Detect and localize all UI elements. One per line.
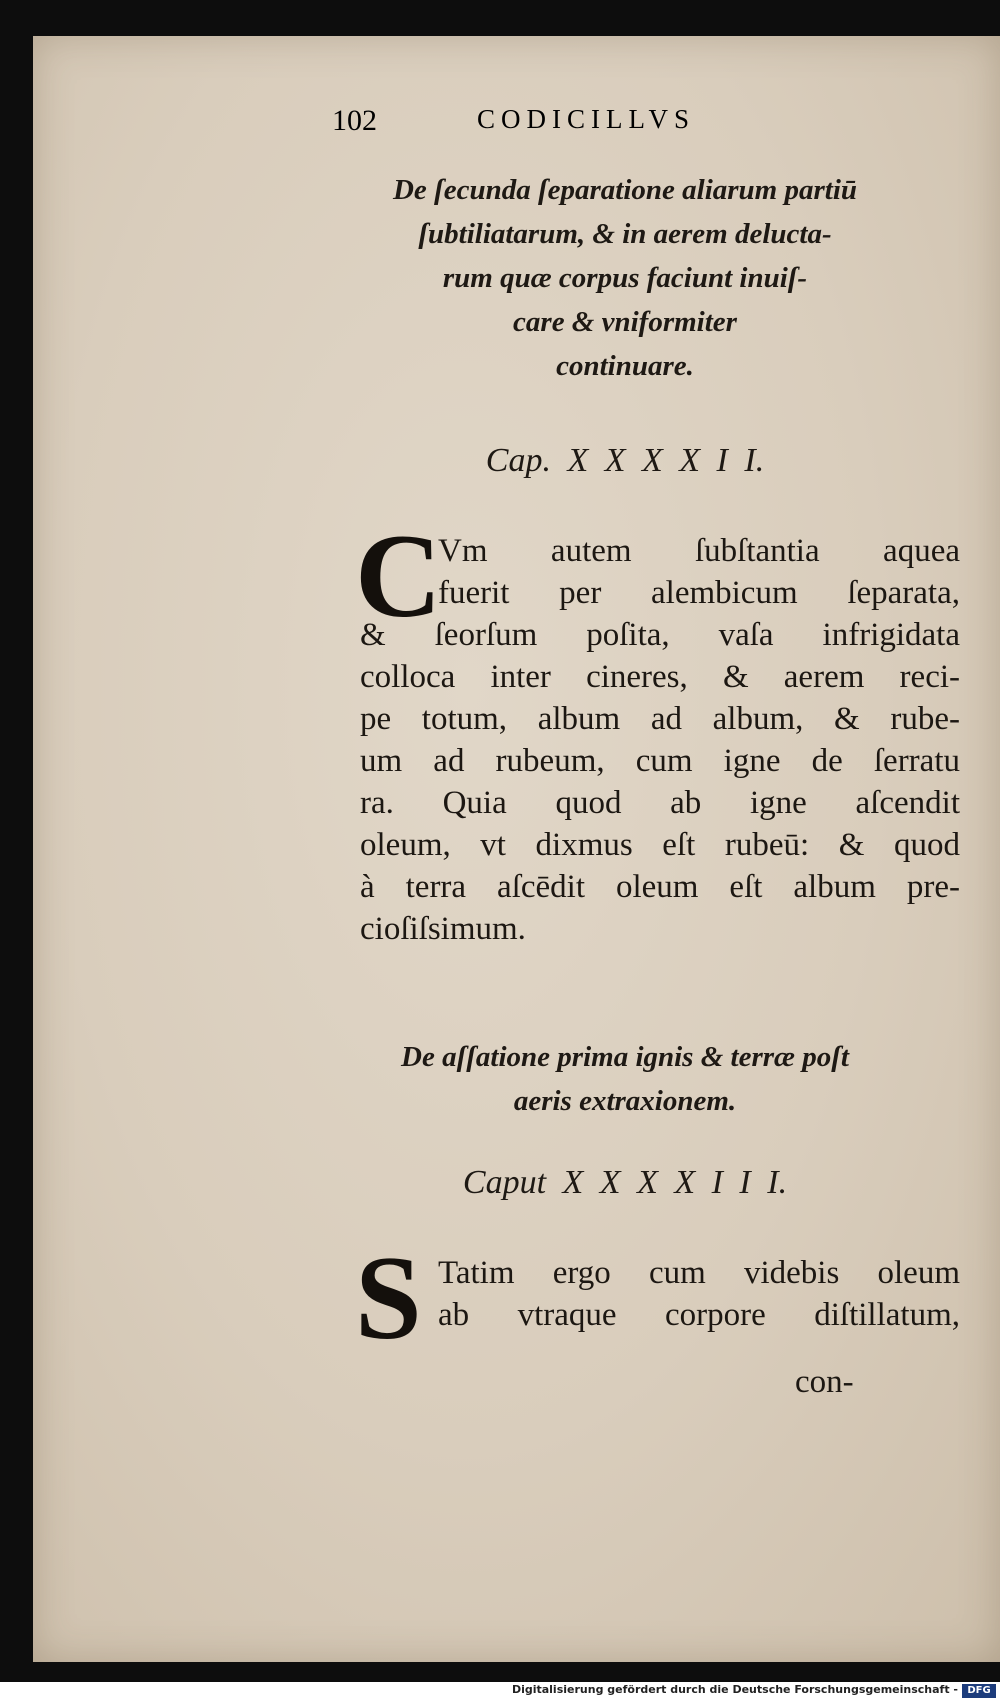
text-line: ra. Quia quod ab igne aſcendit [360, 785, 960, 821]
drop-cap-initial: S [355, 1231, 422, 1364]
chapter-number: Caput X X X X I I I. [462, 1164, 788, 1201]
page-number: 102 [332, 104, 377, 137]
heading-line: De aſſatione prima ignis & terræ poſt [401, 1041, 849, 1073]
funding-note: Digitalisierung gefördert durch die Deutsche Forschungsgemeinschaft - [511, 1683, 958, 1696]
text-line: & ſeorſum poſita, vaſa infrigidata [360, 617, 960, 653]
text-line: fuerit per alembicum ſeparata, [438, 575, 960, 611]
text-line: à terra aſcēdit oleum eſt album pre- [360, 869, 960, 905]
heading-line: rum quæ corpus faciunt inuiſ- [442, 262, 808, 294]
digitization-footer [0, 1682, 1000, 1702]
dfg-logo: DFG [962, 1684, 996, 1698]
running-title: CODICILLVS [477, 104, 696, 134]
heading-line: care & vniformiter [513, 306, 737, 338]
drop-cap-initial: C [355, 509, 442, 642]
text-line: Vm autem ſubſtantia aquea [438, 533, 960, 569]
heading-line: ſubtiliatarum, & in aerem delucta- [418, 218, 832, 250]
text-line: oleum, vt dixmus eſt rubeū: & quod [360, 827, 960, 863]
text-line: cioſiſsimum. [360, 911, 526, 947]
chapter-number: Cap. X X X X I I. [485, 442, 765, 479]
section2-heading [300, 1035, 950, 1123]
running-head [332, 94, 892, 144]
text-line: ab vtraque corpore diſtillatum, [438, 1297, 960, 1333]
text-line: Tatim ergo cum videbis oleum [438, 1255, 960, 1291]
section1-body [360, 530, 960, 950]
heading-line: De ſecunda ſeparatione aliarum partiū [392, 174, 857, 206]
text-line: pe totum, album ad album, & rube- [360, 701, 960, 737]
heading-line: continuare. [556, 350, 694, 382]
section2-body [360, 1252, 960, 1336]
heading-line: aeris extraxionem. [513, 1085, 737, 1117]
catchword: con- [795, 1364, 854, 1400]
text-line: um ad rubeum, cum igne de ſerratu [360, 743, 960, 779]
section1-heading [300, 168, 950, 388]
text-line: colloca inter cineres, & aerem reci- [360, 659, 960, 695]
